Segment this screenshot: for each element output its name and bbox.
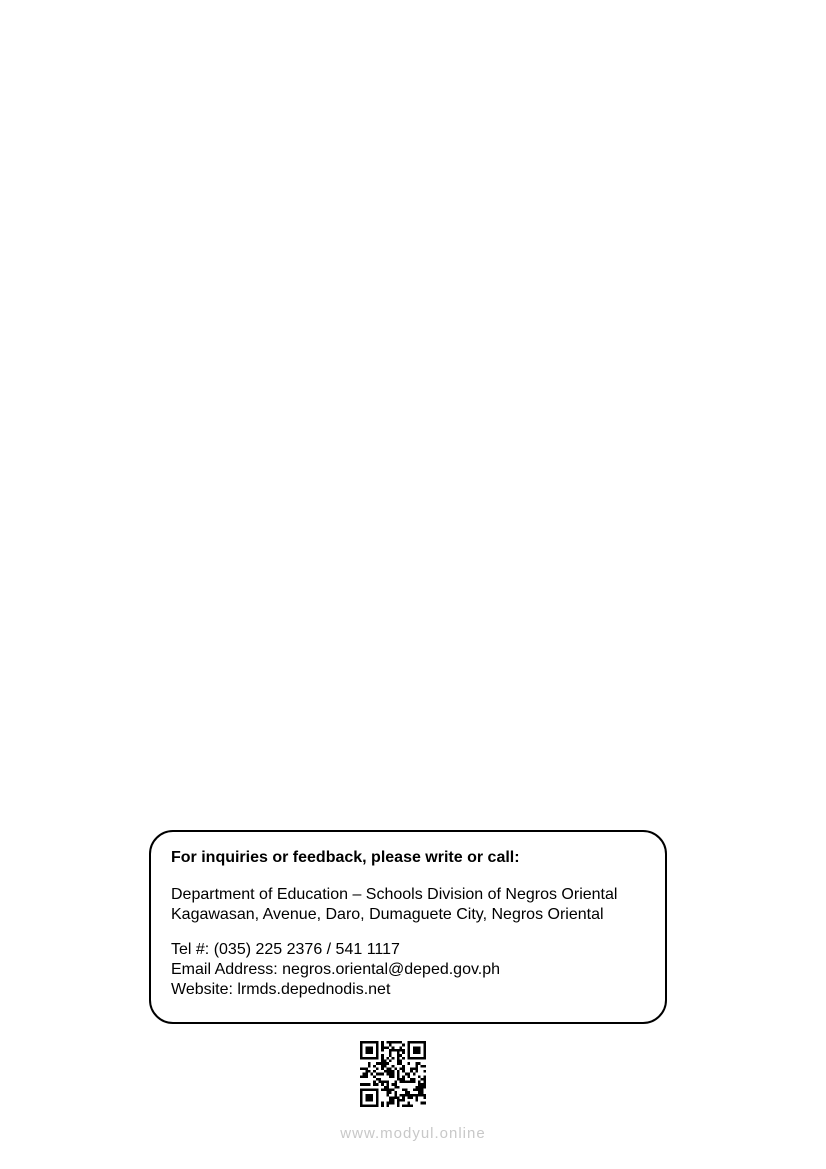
- address-line-department: Department of Education – Schools Division of Negros Oriental: [171, 886, 618, 903]
- contact-info-box: [149, 830, 667, 1024]
- address-block: [171, 885, 645, 925]
- address-line-street: Kagawasan, Avenue, Daro, Dumaguete City, Negros Oriental: [171, 906, 604, 923]
- qr-code-icon: [360, 1041, 426, 1107]
- contact-heading: For inquiries or feedback, please write or call:: [171, 849, 520, 866]
- contact-details-block: [171, 940, 645, 1000]
- website-line: Website: lrmds.depednodis.net: [171, 981, 391, 998]
- watermark: www.modyul.online: [340, 1125, 486, 1142]
- email-line: Email Address: negros.oriental@deped.gov.ph: [171, 961, 501, 978]
- telephone-line: Tel #: (035) 225 2376 / 541 1117: [171, 941, 400, 958]
